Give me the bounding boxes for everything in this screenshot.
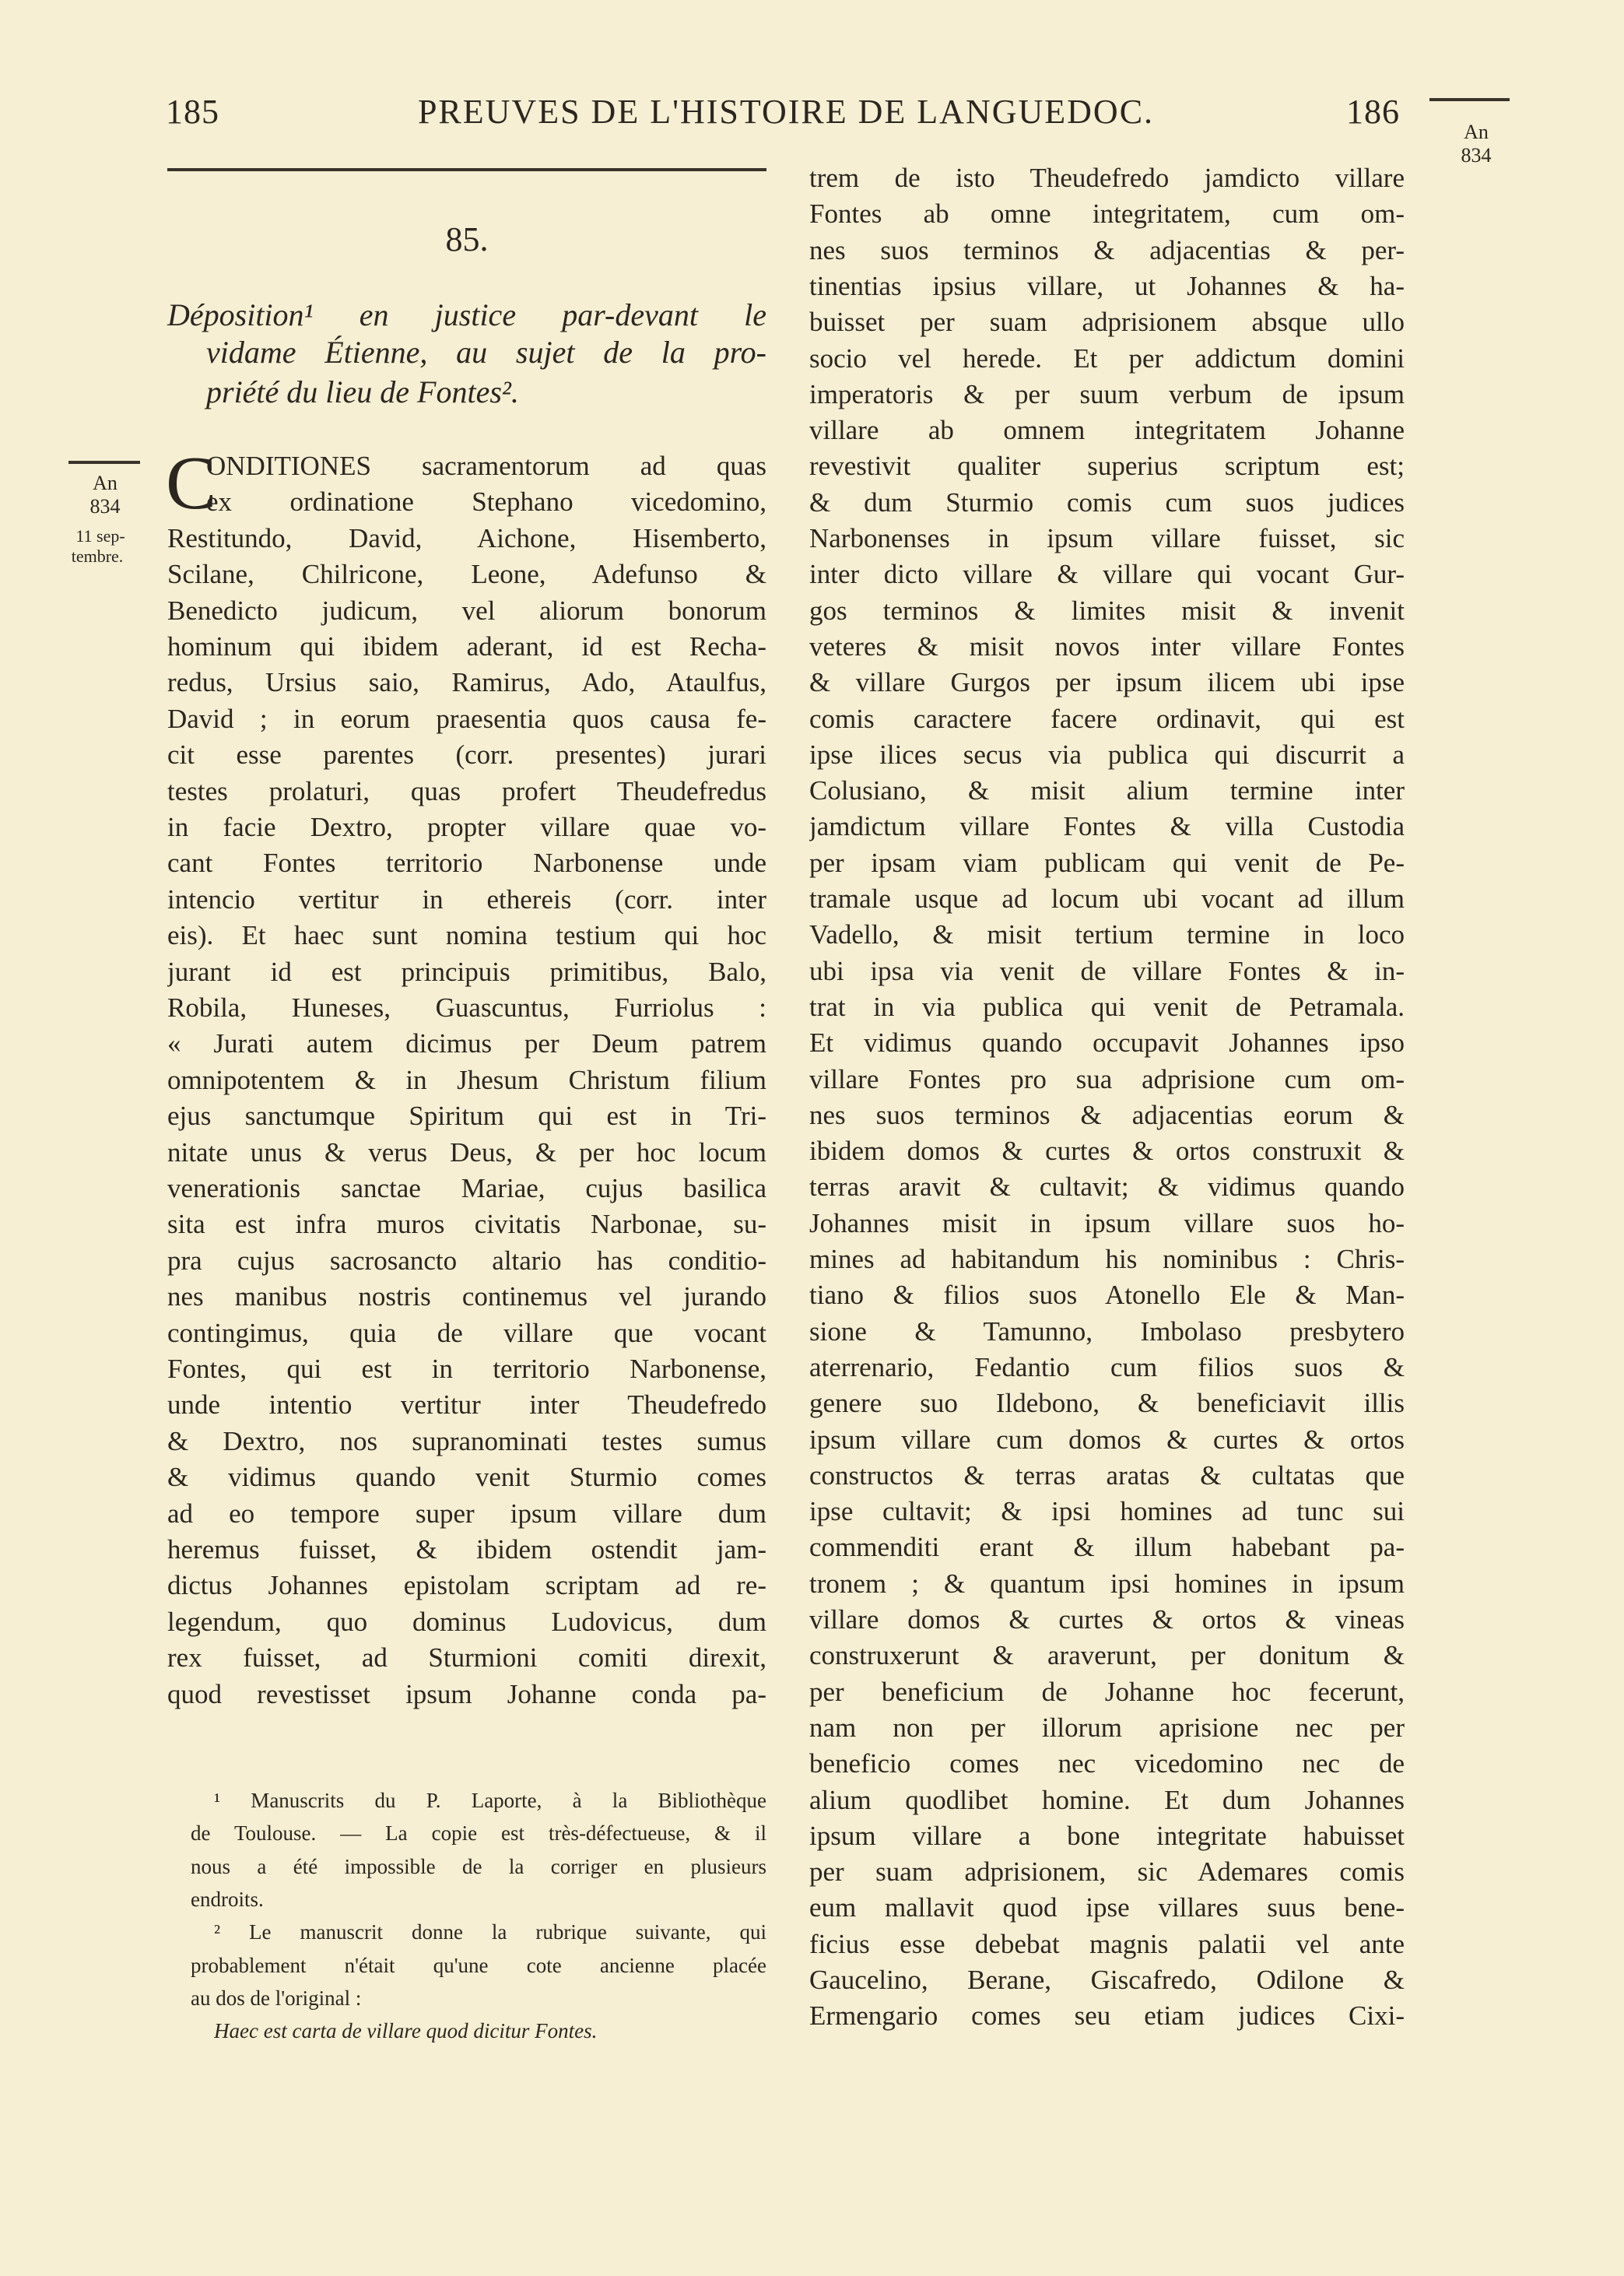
text-line: unde intentio vertitur inter Theudefredo <box>167 1389 766 1421</box>
text-line: rex fuisset, ad Sturmioni comiti direxit, <box>167 1642 766 1674</box>
text-line: Scilane, Chilricone, Leone, Adefunso & <box>167 559 766 590</box>
text-line: genere suo Ildebono, & beneficiavit illis <box>809 1388 1405 1419</box>
text-line: contingimus, quia de villare que vocant <box>167 1317 766 1348</box>
footnote-line: ² Le manuscrit donne la rubrique suivante, qui <box>214 1920 766 1944</box>
text-line: venerationis sanctae Mariae, cujus basilica <box>167 1173 766 1203</box>
margin-year: 834 <box>89 495 121 518</box>
text-line: ejus sanctumque Spiritum qui est in Tri- <box>167 1101 766 1132</box>
margin-an: An <box>93 472 118 494</box>
text-line: imperatoris & per suum verbum de ipsum <box>809 378 1405 409</box>
text-line: pra cujus sacrosancto altario has conditio- <box>167 1245 766 1276</box>
text-line: veteres & misit novos inter villare Fontes <box>809 630 1405 662</box>
text-line: Robila, Huneses, Guascuntus, Furriolus : <box>167 992 766 1023</box>
text-line: jurant id est principuis primitibus, Balo, <box>167 956 766 987</box>
document-title-line: priété du lieu de Fontes². <box>206 374 519 409</box>
footnote-line: endroits. <box>191 1887 264 1911</box>
footnote-line: Haec est carta de villare quod dicitur Fontes. <box>214 2019 598 2043</box>
page-number-right: 186 <box>1346 93 1400 131</box>
text-line: tramale usque ad locum ubi vocant ad illum <box>809 883 1405 914</box>
text-line: jamdictum villare Fontes & villa Custodia <box>809 811 1405 842</box>
text-line: villare Fontes pro sua adprisione cum om- <box>809 1063 1405 1094</box>
text-line: socio vel herede. Et per addictum domini <box>809 342 1405 374</box>
text-line: ipsum villare cum domos & curtes & ortos <box>809 1424 1405 1455</box>
text-line: in facie Dextro, propter villare quae vo- <box>167 812 766 842</box>
text-line: construxerunt & araverunt, per donitum & <box>809 1640 1405 1671</box>
text-line: tronem ; & quantum ipsi homines in ipsum <box>809 1568 1405 1599</box>
text-line: ad eo tempore super ipsum villare dum <box>167 1498 766 1529</box>
footnote-line: de Toulouse. — La copie est très-défectueuse, & il <box>191 1821 766 1846</box>
text-line: trem de isto Theudefredo jamdicto villare <box>809 163 1405 193</box>
text-line: & villare Gurgos per ipsum ilicem ubi ipse <box>809 667 1405 698</box>
text-line: eum mallavit quod ipse villares suus bene- <box>809 1892 1405 1923</box>
text-line: Ermengario comes seu etiam judices Cixi- <box>809 2000 1405 2032</box>
text-line: Fontes, qui est in territorio Narbonense, <box>167 1354 766 1384</box>
page-number-left: 185 <box>166 93 219 131</box>
text-line: gos terminos & limites misit & invenit <box>809 595 1405 626</box>
text-line: David ; in eorum praesentia quos causa fe- <box>167 703 766 734</box>
margin-date-left <box>71 472 132 567</box>
margin-rule-right <box>1429 98 1510 101</box>
text-line: Narbonenses in ipsum villare fuisset, sic <box>809 523 1405 553</box>
text-line: quod revestisset ipsum Johanne conda pa- <box>167 1678 766 1709</box>
text-line: Vadello, & misit tertium termine in loco <box>809 919 1405 950</box>
document-title-line: Déposition¹ en justice par-devant le <box>167 297 766 332</box>
text-line: & Dextro, nos supranominati testes sumus <box>167 1425 766 1456</box>
text-line: dictus Johannes epistolam scriptam ad re- <box>167 1570 766 1601</box>
text-line: Colusiano, & misit alium termine inter <box>809 775 1405 806</box>
text-line: nes suos terminos & adjacentias eorum & <box>809 1099 1405 1130</box>
text-line: & dum Sturmio comis cum suos judices <box>809 486 1405 518</box>
text-line: alium quodlibet homine. Et dum Johannes <box>809 1784 1405 1815</box>
text-line: comis caractere facere ordinavit, qui est <box>809 703 1405 734</box>
margin-year-right <box>1455 121 1497 167</box>
footnote-line: nous a été impossible de la corriger en plusieurs <box>191 1854 766 1878</box>
text-line: ONDITIONES sacramentorum ad quas <box>206 451 766 481</box>
text-line: ibidem domos & curtes & ortos construxit & <box>809 1136 1405 1167</box>
text-line: Et vidimus quando occupavit Johannes ipso <box>809 1027 1405 1059</box>
text-line: heremus fuisset, & ibidem ostendit jam- <box>167 1534 766 1565</box>
text-line: ipse cultavit; & ipsi homines ad tunc sui <box>809 1496 1405 1527</box>
drop-cap: C <box>166 441 217 525</box>
text-line: legendum, quo dominus Ludovicus, dum <box>167 1606 766 1637</box>
text-line: nam non per illorum aprisione nec per <box>809 1712 1405 1743</box>
column-rule <box>167 168 766 171</box>
text-line: ipse ilices secus via publica qui discurrit a <box>809 739 1405 770</box>
text-line: Gaucelino, Berane, Giscafredo, Odilone & <box>809 1965 1405 1995</box>
margin-rule-left <box>68 461 140 464</box>
footnote-line: ¹ Manuscrits du P. Laporte, à la Bibliothèque <box>214 1789 766 1812</box>
document-number: 85. <box>445 220 489 258</box>
text-line: testes prolaturi, quas profert Theudefredus <box>167 775 766 806</box>
text-line: aterrenario, Fedantio cum filios suos & <box>809 1351 1405 1382</box>
text-line: cit esse parentes (corr. presentes) jurari <box>167 739 766 771</box>
text-line: per beneficium de Johanne hoc fecerunt, <box>809 1676 1405 1707</box>
text-line: omnipotentem & in Jhesum Christum filium <box>167 1064 766 1095</box>
text-line: hominum qui ibidem aderant, id est Recha- <box>167 631 766 662</box>
text-line: revestivit qualiter superius scriptum est; <box>809 451 1405 482</box>
text-line: ubi ipsa via venit de villare Fontes & in- <box>809 955 1405 986</box>
text-line: terras aravit & cultavit; & vidimus quando <box>809 1171 1405 1203</box>
text-line: per ipsam viam publicam qui venit de Pe- <box>809 847 1405 878</box>
margin-year: 834 <box>1461 144 1492 167</box>
text-line: ex ordinatione Stephano vicedomino, <box>206 486 766 518</box>
text-line: nes suos terminos & adjacentias & per- <box>809 234 1405 265</box>
text-line: beneficio comes nec vicedomino nec de <box>809 1748 1405 1779</box>
text-line: intencio vertitur in ethereis (corr. inter <box>167 883 766 915</box>
text-line: sita est infra muros civitatis Narbonae, su- <box>167 1209 766 1240</box>
text-line: ipsum villare a bone integritate habuisset <box>809 1820 1405 1851</box>
margin-an: An <box>1464 121 1489 143</box>
text-line: Fontes ab omne integritatem, cum om- <box>809 198 1405 230</box>
text-line: constructos & terras aratas & cultatas que <box>809 1459 1405 1491</box>
text-line: Benedicto judicum, vel aliorum bonorum <box>167 595 766 626</box>
text-line: per suam adprisionem, sic Ademares comis <box>809 1856 1405 1888</box>
text-line: commenditi erant & illum habebant pa- <box>809 1532 1405 1563</box>
text-line: nes manibus nostris continemus vel jurando <box>167 1281 766 1312</box>
text-line: mines ad habitandum his nominibus : Chris- <box>809 1244 1405 1274</box>
text-line: tiano & filios suos Atonello Ele & Man- <box>809 1280 1405 1311</box>
running-title: PREUVES DE L'HISTOIRE DE LANGUEDOC. <box>417 93 1155 131</box>
footnote-line: probablement n'était qu'une cote ancienne placée <box>191 1953 766 1977</box>
text-line: eis). Et haec sunt nomina testium qui hoc <box>167 920 766 951</box>
text-line: inter dicto villare & villare qui vocant Gur- <box>809 559 1405 590</box>
text-line: & vidimus quando venit Sturmio comes <box>167 1462 766 1493</box>
text-line: buisset per suam adprisionem absque ullo <box>809 307 1405 338</box>
footnote-line: au dos de l'original : <box>191 1986 362 2010</box>
text-line: ficius esse debebat magnis palatii vel ante <box>809 1928 1405 1959</box>
text-line: sione & Tamunno, Imbolaso presbytero <box>809 1315 1405 1347</box>
text-line: tinentias ipsius villare, ut Johannes & ha- <box>809 270 1405 301</box>
text-line: nitate unus & verus Deus, & per hoc locum <box>167 1136 766 1168</box>
text-line: Johannes misit in ipsum villare suos ho- <box>809 1207 1405 1238</box>
text-line: Restitundo, David, Aichone, Hisemberto, <box>167 522 766 553</box>
text-line: villare ab omnem integritatem Johanne <box>809 415 1405 446</box>
margin-date: 11 sep- <box>75 526 125 546</box>
document-title-line: vidame Étienne, au sujet de la pro- <box>206 335 766 370</box>
text-line: « Jurati autem dicimus per Deum patrem <box>167 1028 766 1059</box>
text-line: villare domos & curtes & ortos & vineas <box>809 1604 1405 1635</box>
text-line: trat in via publica qui venit de Petramala. <box>809 991 1405 1022</box>
margin-date: tembre. <box>71 546 124 566</box>
text-line: redus, Ursius saio, Ramirus, Ado, Ataulfus, <box>167 667 766 698</box>
text-line: cant Fontes territorio Narbonense unde <box>167 848 766 879</box>
